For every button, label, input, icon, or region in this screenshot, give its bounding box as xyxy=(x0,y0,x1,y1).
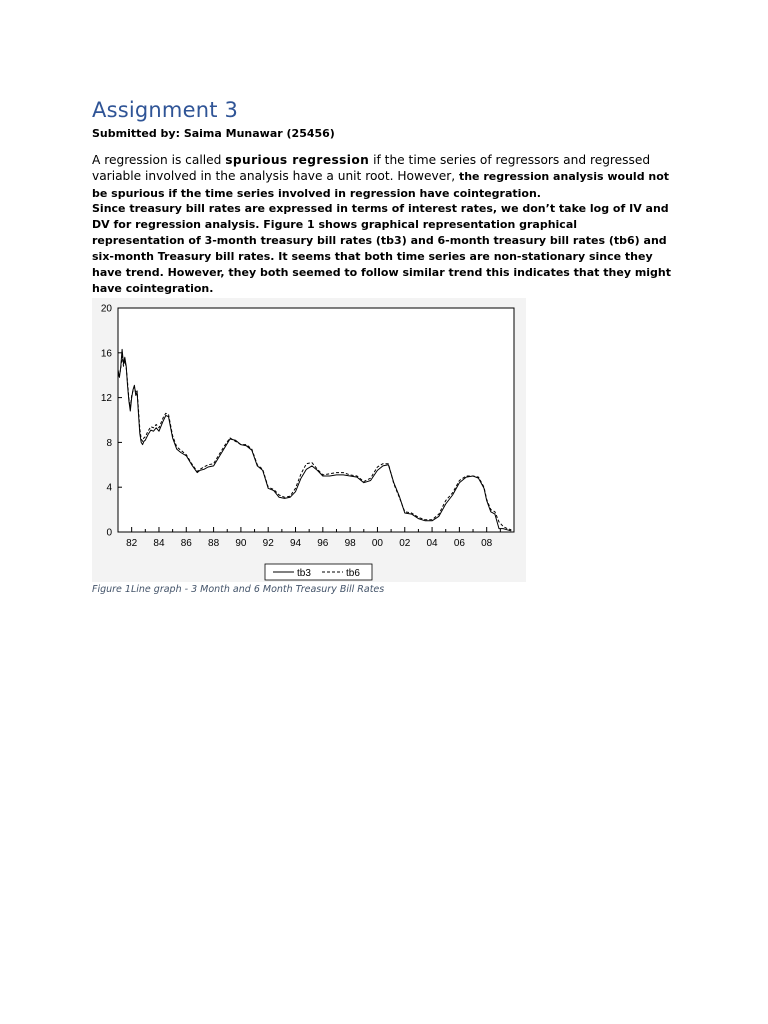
y-tick-label: 0 xyxy=(106,527,112,539)
para1-text-middle: if the time series of regressors and regressed variable involved in the analysis have a unit root. However, xyxy=(92,153,651,183)
document-title: Assignment 3 xyxy=(92,98,239,122)
x-tick-label: 02 xyxy=(399,538,411,549)
treasury-bill-chart xyxy=(92,298,526,582)
x-tick-label: 92 xyxy=(262,538,274,549)
y-tick-label: 12 xyxy=(100,393,112,405)
x-tick-label: 84 xyxy=(153,538,165,549)
y-tick-label: 16 xyxy=(100,348,112,360)
x-tick-label: 82 xyxy=(126,538,138,549)
x-tick-label: 86 xyxy=(180,538,192,549)
para1-text-start: A regression is called xyxy=(92,153,226,167)
para1-emphasis: spurious regression xyxy=(225,153,370,167)
x-tick-label: 96 xyxy=(317,538,329,549)
x-tick-label: 94 xyxy=(289,538,302,549)
para1-bold: the regression analysis would not be spurious if the time series involved in regression have cointegration. xyxy=(92,170,670,200)
y-tick-label: 4 xyxy=(106,482,112,494)
x-tick-label: 04 xyxy=(426,538,438,549)
legend-label-tb6: tb6 xyxy=(346,568,360,579)
x-tick-label: 98 xyxy=(344,538,356,549)
x-tick-label: 88 xyxy=(208,538,220,549)
figure-caption: Figure 1Line graph - 3 Month and 6 Month Treasury Bill Rates xyxy=(92,584,385,595)
submitted-by: Submitted by: Saima Munawar (25456) xyxy=(92,127,335,140)
y-tick-label: 8 xyxy=(106,437,112,449)
x-tick-label: 08 xyxy=(481,538,493,549)
line-chart xyxy=(92,298,526,582)
x-tick-label: 00 xyxy=(371,538,384,549)
legend-label-tb3: tb3 xyxy=(297,568,311,579)
x-tick-label: 90 xyxy=(235,538,247,549)
x-tick-label: 06 xyxy=(453,538,465,549)
y-tick-label: 20 xyxy=(100,303,112,315)
plot-frame xyxy=(118,308,514,532)
paragraph-treasury-bills: Since treasury bill rates are expressed in terms of interest rates, we don’t take log of IV and DV for regression analysis. Figure 1 shows graphical representation graphical representation of 3-month treasury bill rates (tb3) and 6-month treasury bill rates (tb6) and six-month Treasury bill rates. It seems that both time series are non-stationary since they have trend. However, they both seemed to follow similar trend this indicates that they might have cointegration. xyxy=(92,202,672,295)
legend xyxy=(265,564,372,580)
paragraph-spurious-regression xyxy=(92,152,672,202)
